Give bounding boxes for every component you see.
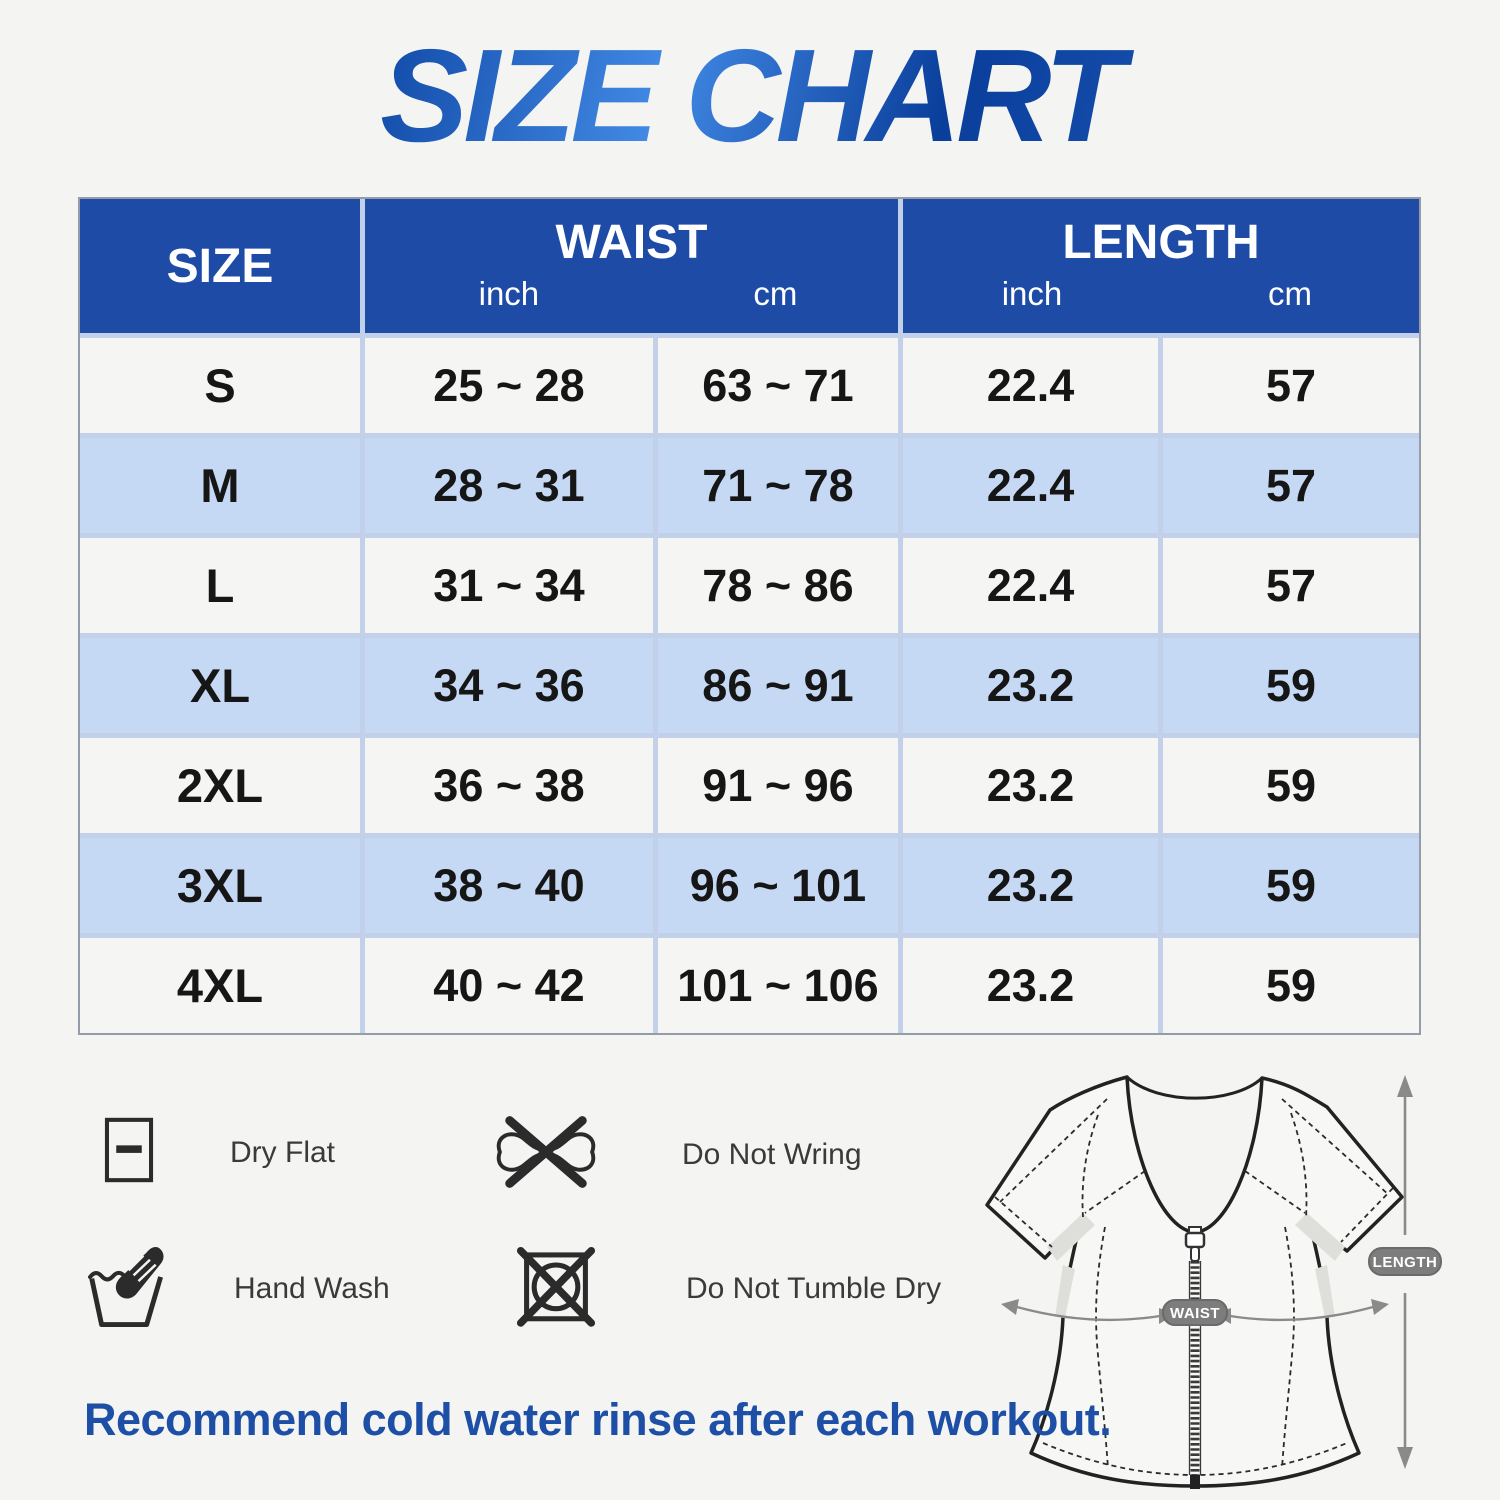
cell-waist-cm: 86 ~ 91	[658, 638, 898, 733]
cell-length-cm: 57	[1163, 338, 1419, 433]
cell-waist-inch: 36 ~ 38	[365, 738, 653, 833]
cell-size: M	[80, 438, 360, 533]
dry-flat-icon	[100, 1114, 158, 1191]
cell-size: S	[80, 338, 360, 433]
header-waist-inch: inch	[478, 275, 540, 312]
care-label: Do Not Tumble Dry	[686, 1271, 942, 1305]
do-not-wring-icon	[492, 1112, 600, 1197]
length-pill	[1369, 1248, 1441, 1275]
header-length-inch: inch	[1001, 275, 1063, 312]
cell-length-inch: 23.2	[903, 838, 1158, 933]
care-item-dry-flat	[100, 1114, 335, 1191]
cell-waist-cm: 78 ~ 86	[658, 538, 898, 633]
care-label: Do Not Wring	[682, 1137, 862, 1171]
cell-waist-inch: 25 ~ 28	[365, 338, 653, 433]
cell-length-inch: 23.2	[903, 938, 1158, 1033]
cell-waist-cm: 63 ~ 71	[658, 338, 898, 433]
cell-length-inch: 22.4	[903, 538, 1158, 633]
cell-waist-inch: 28 ~ 31	[365, 438, 653, 533]
care-label: Dry Flat	[230, 1135, 335, 1169]
header-waist: WAIST	[555, 216, 708, 269]
cell-size: XL	[80, 638, 360, 733]
note-text: Recommend cold water rinse after each workout.	[84, 1394, 1112, 1445]
header-length-units	[903, 275, 1419, 313]
size-table	[78, 197, 1421, 1035]
cell-waist-inch: 34 ~ 36	[365, 638, 653, 733]
cell-waist-cm: 91 ~ 96	[658, 738, 898, 833]
cell-length-inch: 22.4	[903, 338, 1158, 433]
header-length-group	[903, 199, 1419, 333]
cell-size: 3XL	[80, 838, 360, 933]
page-title: SIZE CHART	[0, 20, 1500, 171]
care-item-do-not-tumble-dry	[514, 1242, 941, 1335]
care-item-do-not-wring	[492, 1112, 862, 1197]
cell-waist-cm: 71 ~ 78	[658, 438, 898, 533]
waist-pill	[1163, 1300, 1227, 1325]
care-item-hand-wash	[86, 1242, 390, 1335]
cell-length-inch: 23.2	[903, 738, 1158, 833]
care-label: Hand Wash	[234, 1271, 390, 1305]
cell-length-cm: 59	[1163, 938, 1419, 1033]
cell-size: 4XL	[80, 938, 360, 1033]
back-neck-line	[1127, 1077, 1262, 1098]
header-waist-group	[365, 199, 898, 333]
cell-waist-cm: 96 ~ 101	[658, 838, 898, 933]
cell-waist-inch: 40 ~ 42	[365, 938, 653, 1033]
header-waist-cm: cm	[753, 275, 798, 312]
length-pill-label: LENGTH	[1372, 1254, 1438, 1271]
cell-length-inch: 23.2	[903, 638, 1158, 733]
cell-length-cm: 57	[1163, 438, 1419, 533]
cell-waist-cm: 101 ~ 106	[658, 938, 898, 1033]
cell-size: 2XL	[80, 738, 360, 833]
cell-waist-inch: 38 ~ 40	[365, 838, 653, 933]
cell-length-inch: 22.4	[903, 438, 1158, 533]
cell-waist-inch: 31 ~ 34	[365, 538, 653, 633]
cell-length-cm: 59	[1163, 638, 1419, 733]
cell-size: L	[80, 538, 360, 633]
cell-length-cm: 59	[1163, 838, 1419, 933]
header-length: LENGTH	[1062, 216, 1260, 269]
hand-wash-icon	[86, 1242, 168, 1335]
do-not-tumble-dry-icon	[514, 1242, 598, 1335]
waist-pill-label: WAIST	[1170, 1305, 1220, 1322]
header-waist-units	[365, 275, 898, 313]
header-size: SIZE	[80, 199, 360, 333]
header-length-cm: cm	[1268, 275, 1312, 312]
cell-length-cm: 57	[1163, 538, 1419, 633]
cell-length-cm: 59	[1163, 738, 1419, 833]
